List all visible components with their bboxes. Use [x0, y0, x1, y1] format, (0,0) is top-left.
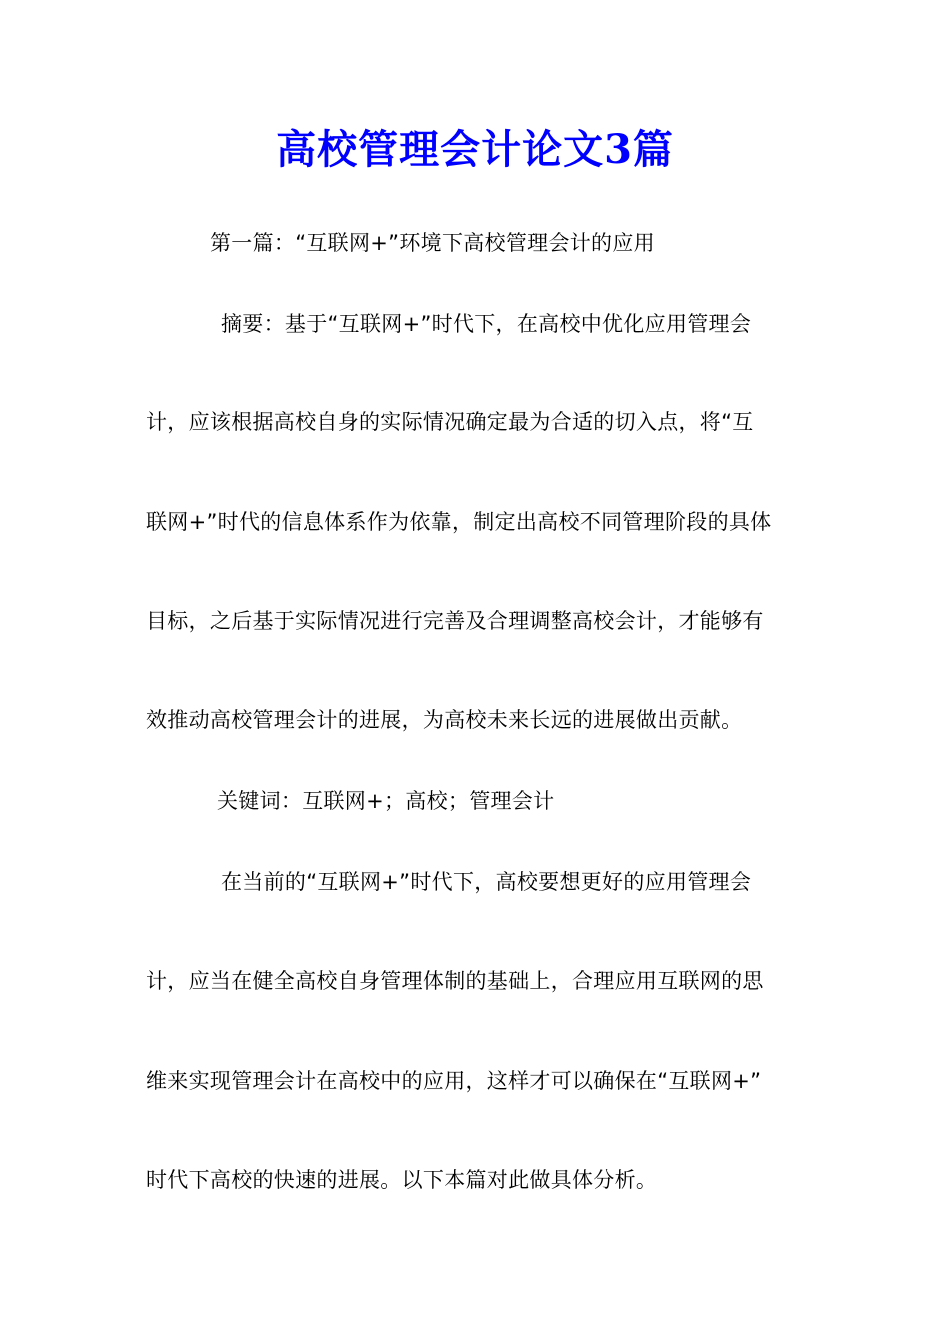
document-title: 高校管理会计论文3篇: [276, 126, 674, 173]
abstract-line-4: 目标，之后基于实际情况进行完善及合理调整高校会计，才能够有: [146, 609, 764, 633]
body-line-4: 时代下高校的快速的进展。以下本篇对此做具体分析。: [146, 1168, 658, 1192]
keywords-line: 关键词：互联网+；高校；管理会计: [217, 789, 555, 813]
body-line-1: 在当前的“互联网+”时代下，高校要想更好的应用管理会: [221, 870, 752, 894]
abstract-line-3: 联网+”时代的信息体系作为依靠，制定出高校不同管理阶段的具体: [146, 510, 772, 534]
body-line-3: 维来实现管理会计在高校中的应用，这样才可以确保在“互联网+”: [146, 1069, 762, 1093]
abstract-line-1: 摘要：基于“互联网+”时代下，在高校中优化应用管理会: [221, 312, 752, 336]
abstract-line-2: 计，应该根据高校自身的实际情况确定最为合适的切入点，将“互: [146, 410, 754, 434]
section-heading: 第一篇：“互联网+”环境下高校管理会计的应用: [210, 231, 655, 255]
abstract-line-5: 效推动高校管理会计的进展，为高校未来长远的进展做出贡献。: [146, 708, 743, 732]
body-line-2: 计，应当在健全高校自身管理体制的基础上，合理应用互联网的思: [146, 969, 764, 993]
